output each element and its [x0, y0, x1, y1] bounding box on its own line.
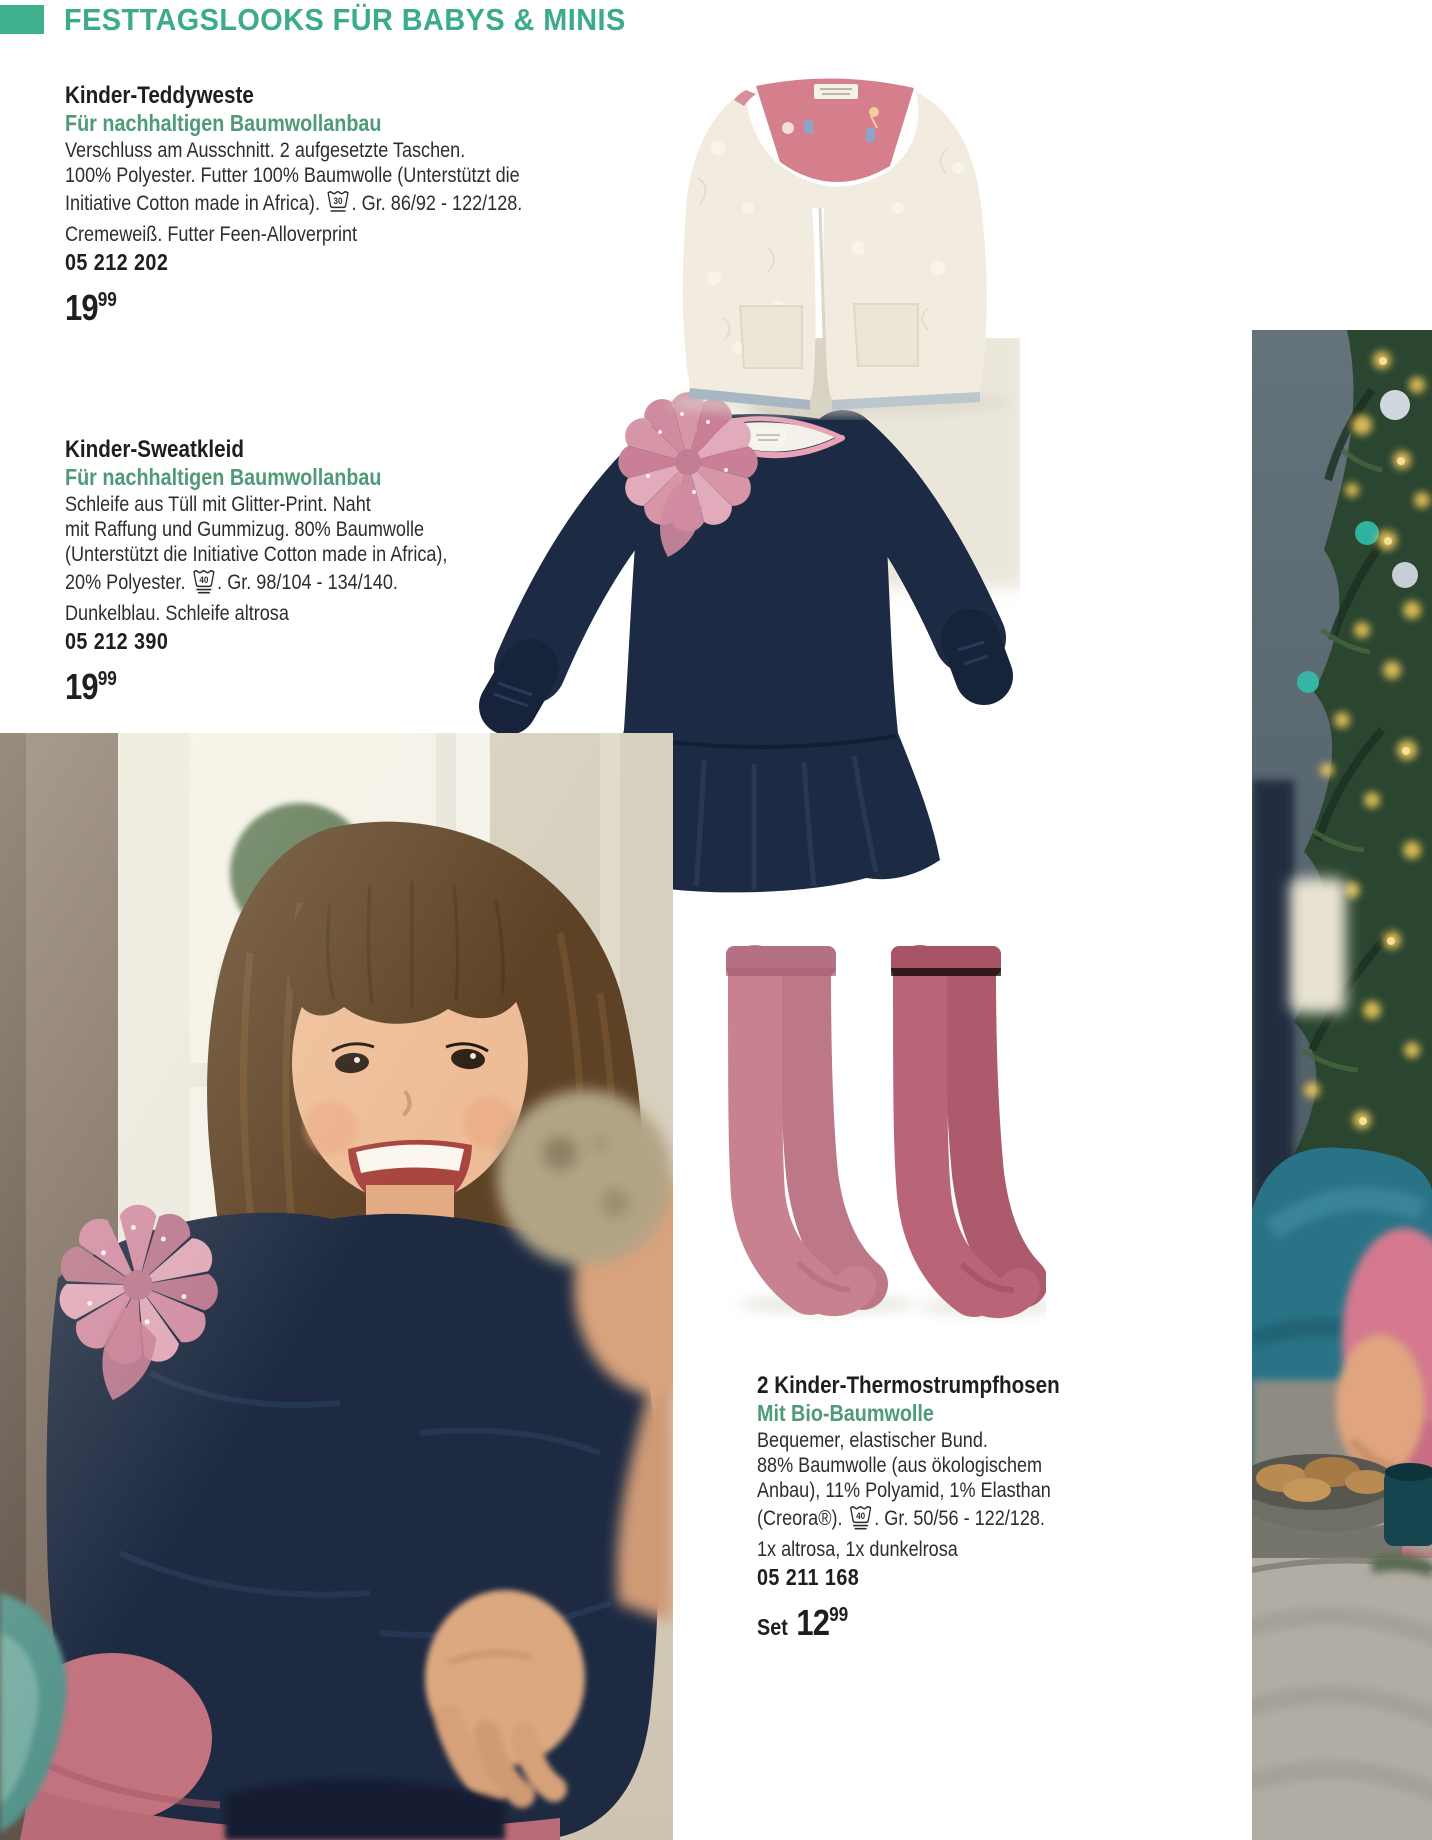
svg-text:40: 40	[199, 574, 209, 585]
price-amount: 19	[65, 287, 98, 328]
tights-photo	[698, 932, 1046, 1324]
price-prefix: Set	[757, 1614, 788, 1640]
description-line: (Unterstützt die Initiative Cotton made in Africa),	[65, 543, 448, 566]
svg-text:30: 30	[333, 195, 343, 206]
article-number: 05 211 168	[757, 1564, 860, 1590]
vest-label	[814, 84, 858, 99]
teddy-vest-photo	[628, 58, 1024, 420]
description-line: 88% Baumwolle (aus ökologischem	[757, 1454, 1043, 1477]
product-teddyweste	[65, 82, 547, 329]
teal-bauble	[1355, 521, 1379, 545]
price-cents: 99	[97, 668, 117, 690]
svg-text:40: 40	[856, 1510, 866, 1521]
product-thermostrumpfhosen	[757, 1372, 1239, 1644]
wash-care-icon	[327, 188, 350, 222]
product-description	[65, 492, 547, 626]
description-line: mit Raffung und Gummizug. 80% Baumwolle	[65, 518, 425, 541]
product-title: 2 Kinder-Thermostrumpfhosen	[757, 1372, 1060, 1399]
product-description	[65, 138, 547, 247]
product-title: Kinder-Teddyweste	[65, 82, 254, 109]
article-number: 05 212 390	[65, 628, 169, 654]
description-line: Cremeweiß. Futter Feen-Alloverprint	[65, 223, 358, 246]
description-line: 100% Polyester. Futter 100% Baumwolle (Unterstützt die	[65, 164, 520, 187]
silver-bauble	[1380, 390, 1410, 420]
price	[757, 1602, 1239, 1644]
description-line: Verschluss am Ausschnitt. 2 aufgesetzte Taschen.	[65, 139, 466, 162]
product-eco-subtitle: Für nachhaltigen Baumwollanbau	[65, 110, 382, 136]
wash-care-icon	[849, 1503, 872, 1537]
description-line: Bequemer, elastischer Bund.	[757, 1429, 988, 1452]
article-number: 05 212 202	[65, 249, 169, 275]
sofa-fabric	[1252, 1554, 1432, 1840]
description-line: Anbau), 11% Polyamid, 1% Elasthan	[757, 1479, 1051, 1502]
description-line: Dunkelblau. Schleife altrosa	[65, 602, 289, 625]
price-amount: 12	[796, 1602, 830, 1643]
tights-pair-dunkelrosa	[891, 946, 1022, 1298]
product-sweatkleid	[65, 436, 547, 708]
description-line: 1x altrosa, 1x dunkelrosa	[757, 1538, 958, 1561]
wash-care-icon	[192, 567, 215, 601]
teddy-vest	[683, 78, 987, 410]
teddy-vest-illustration	[628, 58, 1024, 420]
tights-pair-altrosa	[726, 946, 862, 1296]
girl-photo	[0, 733, 673, 1840]
christmas-scene-illustration	[1252, 330, 1432, 1840]
header-accent-square	[0, 5, 44, 34]
candle-light	[1290, 878, 1346, 1013]
description-line: Schleife aus Tüll mit Glitter-Print. Naht	[65, 493, 371, 516]
description-line: (Creora®). 40 . Gr. 50/56 - 122/128.	[757, 1503, 1239, 1537]
description-line: Initiative Cotton made in Africa). 30 . Gr. 86/92 - 122/128.	[65, 188, 547, 222]
price-cents: 99	[829, 1604, 849, 1626]
neck-label	[750, 430, 786, 446]
product-eco-subtitle: Für nachhaltigen Baumwollanbau	[65, 464, 382, 490]
product-eco-subtitle: Mit Bio-Baumwolle	[757, 1400, 934, 1426]
girl-scene-illustration	[0, 733, 673, 1840]
price-amount: 19	[65, 666, 98, 707]
price	[65, 666, 547, 708]
price	[65, 287, 547, 329]
product-title: Kinder-Sweatkleid	[65, 436, 244, 463]
price-cents: 99	[97, 289, 117, 311]
child-hand	[1336, 1335, 1424, 1475]
product-description	[757, 1428, 1239, 1562]
teal-mug	[1384, 1463, 1432, 1546]
page-title: FESTTAGSLOOKS FÜR BABYS & MINIS	[64, 2, 626, 37]
description-line: 20% Polyester. 40 . Gr. 98/104 - 134/140.	[65, 567, 547, 601]
christmas-scene-photo	[1252, 330, 1432, 1840]
tights-illustration	[698, 932, 1046, 1324]
